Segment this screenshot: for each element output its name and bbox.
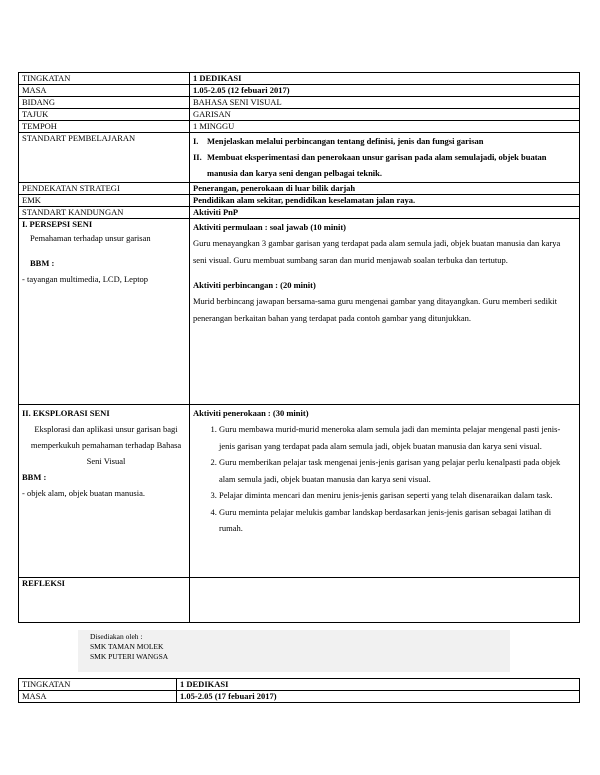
penerokaan-item: 3. Pelajar diminta mencari dan meniru jenis-jenis garisan seperti yang telah disenaraikan dalam task. — [219, 487, 576, 504]
eksplorasi-bbm-value: - objek alam, objek buatan manusia. — [22, 488, 145, 498]
row-tempoh — [19, 121, 580, 133]
tingkatan-value-2: 1 DEDIKASI — [177, 679, 580, 691]
eksplorasi-left — [19, 405, 190, 578]
tempoh-value: 1 MINGGU — [190, 121, 580, 133]
row-masa — [19, 85, 580, 97]
eksplorasi-title: II. EKSPLORASI SENI — [22, 408, 110, 418]
bidang-label: BIDANG — [19, 97, 190, 109]
penerokaan-list — [193, 421, 576, 537]
persepsi-title: I. PERSEPSI SENI — [22, 219, 93, 229]
masa-label-2: MASA — [19, 691, 177, 703]
row-bidang — [19, 97, 580, 109]
row-tajuk — [19, 109, 580, 121]
pendekatan-label: PENDEKATAN STRATEGI — [19, 183, 190, 195]
penerokaan-title: Aktiviti penerokaan : (30 minit) — [193, 408, 309, 418]
kandungan-label: STANDART KANDUNGAN — [19, 207, 190, 219]
bidang-value: BAHASA SENI VISUAL — [190, 97, 580, 109]
pendekatan-value: Penerangan, penerokaan di luar bilik darjah — [190, 183, 580, 195]
row-refleksi — [19, 578, 580, 623]
prepared-by — [90, 632, 168, 662]
eksplorasi-bbm-label: BBM : — [22, 472, 47, 482]
tingkatan-label-2: TINGKATAN — [19, 679, 177, 691]
row-emk — [19, 195, 580, 207]
tingkatan-value: 1 DEDIKASI — [190, 73, 580, 85]
masa-value-2: 1.05-2.05 (17 febuari 2017) — [177, 691, 580, 703]
row-pendekatan — [19, 183, 580, 195]
permulaan-title: Aktiviti permulaan : soal jawab (10 minit) — [193, 222, 346, 232]
masa-label: MASA — [19, 85, 190, 97]
masa-value: 1.05-2.05 (12 febuari 2017) — [190, 85, 580, 97]
persepsi-bbm-value: - tayangan multimedia, LCD, Leptop — [22, 274, 149, 284]
persepsi-left — [19, 219, 190, 405]
penerokaan-item: 4. Guru meminta pelajar melukis gambar landskap berdasarkan jenis-jenis garisan sebagai latihan di rumah. — [219, 504, 576, 537]
tajuk-label: TAJUK — [19, 109, 190, 121]
perbincangan-text: Murid berbincang jawapan bersama-sama guru mengenai gambar yang ditayangkan. Guru memberi sedikit penerangan berkaitan bahan yang terdapat pada contoh gambar yang ditunjukkan. — [193, 296, 557, 323]
standart-item: I. Menjelaskan melalui perbincangan tentang definisi, jenis dan fungsi garisan — [193, 136, 484, 146]
row-masa-2 — [19, 691, 580, 703]
emk-label: EMK — [19, 195, 190, 207]
prepared-school-2: SMK PUTERI WANGSA — [90, 652, 169, 661]
persepsi-desc: Pemahaman terhadap unsur garisan — [30, 233, 151, 243]
row-persepsi — [19, 219, 580, 405]
penerokaan-item: 1. Guru membawa murid-murid meneroka alam semula jadi dan meminta pelajar mengenal pasti jenis-jenis garisan yang terdapat pada alam semula jadi, objek buatan manusia dan karya seni visual. — [219, 421, 576, 454]
refleksi-value — [190, 578, 580, 623]
eksplorasi-desc: Eksplorasi dan aplikasi unsur garisan bagi memperkukuh pemahaman terhadap Bahasa Seni Visual — [30, 424, 182, 466]
prepared-label: Disediakan oleh : — [90, 632, 143, 641]
perbincangan-title: Aktiviti perbincangan : (20 minit) — [193, 280, 316, 290]
prepared-school-1: SMK TAMAN MOLEK — [90, 642, 164, 651]
standart-list-cell — [190, 133, 580, 183]
lesson-plan-table-2 — [18, 678, 580, 703]
tingkatan-label: TINGKATAN — [19, 73, 190, 85]
lesson-plan-table-1 — [18, 72, 580, 623]
row-tingkatan-2 — [19, 679, 580, 691]
standart-label: STANDART PEMBELAJARAN — [19, 133, 190, 183]
kandungan-value: Aktiviti PnP — [190, 207, 580, 219]
penerokaan-item: 2. Guru memberikan pelajar task mengenai jenis-jenis garisan yang pelajar perlu kenalpasti pada objek alam semula jadi, objek buatan manusia dan karya seni visual. — [219, 454, 576, 487]
row-tingkatan — [19, 73, 580, 85]
standart-list — [193, 133, 576, 181]
emk-value: Pendidikan alam sekitar, pendidikan keselamatan jalan raya. — [190, 195, 580, 207]
row-standart-kandungan — [19, 207, 580, 219]
tempoh-label: TEMPOH — [19, 121, 190, 133]
row-standart-pembelajaran — [19, 133, 580, 183]
row-eksplorasi — [19, 405, 580, 578]
permulaan-text: Guru menayangkan 3 gambar garisan yang terdapat pada alam semula jadi, objek buatan manusia dan karya seni visual. Guru membuat sumbang saran dan murid menjawab soalan terbuka dan tertutup. — [193, 238, 561, 265]
standart-item: II. Membuat eksperimentasi dan penerokaan unsur garisan pada alam semulajadi, objek buatan manusia dan karya seni dengan pelbagai teknik. — [193, 152, 547, 178]
persepsi-bbm-label: BBM : — [30, 258, 55, 268]
refleksi-label: REFLEKSI — [19, 578, 190, 623]
tajuk-value: GARISAN — [190, 109, 580, 121]
persepsi-right — [190, 219, 580, 405]
eksplorasi-right — [190, 405, 580, 578]
